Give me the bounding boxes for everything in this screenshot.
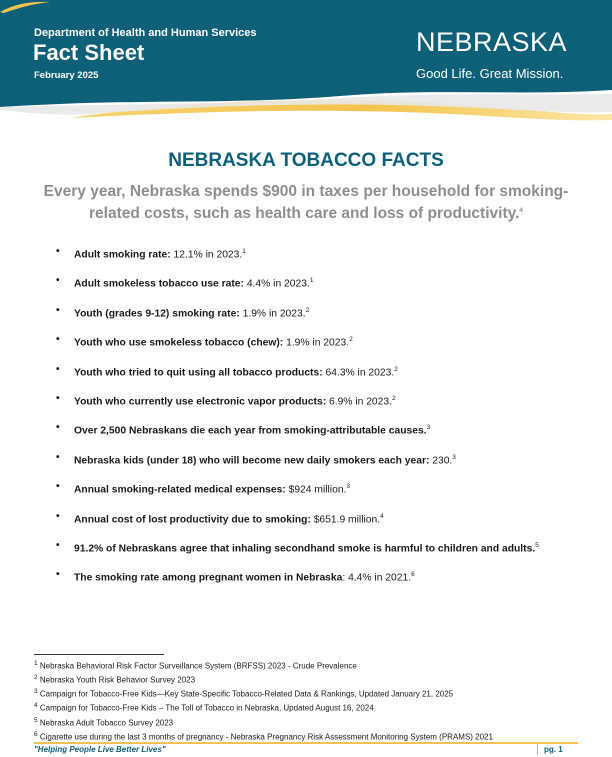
- bullet-icon: •: [56, 510, 60, 522]
- fact-ref: 2: [305, 306, 310, 314]
- footnote-number: 3: [34, 688, 38, 696]
- fact-label: 91.2% of Nebraskans agree that inhaling secondhand smoke is harmful to children and adults.: [74, 543, 536, 555]
- footnote-text: Campaign for Tobacco-Free Kids—Key State-Specific Tobacco-Related Data & Rankings, Updated January 21, 2025: [39, 689, 454, 699]
- facts-list: [56, 245, 586, 598]
- fact-item: [56, 539, 586, 568]
- bullet-icon: •: [56, 334, 60, 346]
- footnote: [34, 715, 493, 729]
- fact-item: [56, 304, 586, 333]
- fact-label: Adult smoking rate:: [74, 249, 171, 261]
- fact-value: 6.9% in 2023.: [326, 396, 392, 408]
- bullet-icon: •: [56, 363, 60, 375]
- document-type: Fact Sheet: [33, 40, 145, 65]
- fact-ref: 3: [452, 453, 456, 461]
- footnotes: [34, 658, 493, 743]
- logo-tagline: Good Life. Great Mission.: [416, 66, 564, 81]
- footnote-number: 5: [34, 716, 38, 724]
- fact-label: Youth who currently use electronic vapor products:: [74, 396, 327, 408]
- bullet-icon: •: [56, 481, 60, 493]
- fact-value: 230.: [429, 455, 453, 467]
- bullet-icon: •: [56, 422, 60, 434]
- footnote-number: 6: [34, 730, 38, 738]
- fact-label: Youth who tried to quit using all tobacco products:: [74, 366, 323, 378]
- fact-ref: 5: [535, 541, 539, 549]
- footnote-number: 4: [34, 702, 38, 710]
- fact-label: Adult smokeless tobacco use rate:: [74, 278, 244, 290]
- fact-item: [56, 245, 586, 274]
- fact-value: 64.3% in 2023.: [322, 366, 395, 378]
- fact-item: [56, 363, 586, 392]
- fact-label: Nebraska kids (under 18) who will become new daily smokers each year:: [74, 455, 430, 467]
- footnote-number: 2: [34, 674, 38, 682]
- page-number: pg. 1: [544, 745, 563, 754]
- bullet-icon: •: [56, 569, 60, 581]
- bullet-icon: •: [56, 539, 60, 551]
- page-title: NEBRASKA TOBACCO FACTS: [168, 150, 444, 171]
- footnote-text: Nebraska Adult Tobacco Survey 2023: [39, 718, 174, 728]
- fact-value: $924 million.: [285, 484, 347, 496]
- fact-value: 1.9% in 2023.: [239, 308, 306, 320]
- bullet-icon: •: [56, 304, 60, 316]
- fact-ref: 4: [380, 512, 384, 520]
- fact-ref: 1: [309, 277, 314, 285]
- footnote-divider: [34, 654, 164, 655]
- fact-value: $651.9 million.: [310, 513, 381, 525]
- bullet-icon: •: [56, 392, 60, 404]
- footnote: [34, 672, 493, 686]
- fact-label: Over 2,500 Nebraskans die each year from smoking-attributable causes.: [74, 425, 427, 437]
- footnote: [34, 658, 493, 672]
- subtitle-ref: 4: [519, 207, 524, 214]
- page-number-separator: [537, 744, 538, 755]
- department-name: Department of Health and Human Services: [34, 27, 257, 39]
- fact-value: : 4.4% in 2021.: [342, 572, 412, 584]
- header-banner: [0, 0, 612, 140]
- fact-ref: 2: [349, 336, 353, 344]
- fact-ref: 3: [426, 424, 431, 432]
- nebraska-logo-wordmark: NEBRASKA: [416, 27, 568, 57]
- fact-item: [56, 333, 586, 362]
- fact-ref: 3: [346, 483, 351, 491]
- fact-value: 12.1% in 2023.: [170, 249, 243, 261]
- bullet-icon: •: [56, 275, 60, 287]
- fact-item: [56, 480, 586, 509]
- fact-value: 4.4% in 2023.: [243, 278, 310, 290]
- fact-item: [56, 274, 586, 303]
- subtitle-text: Every year, Nebraska spends $900 in taxes per household for smoking-related costs, such as health care and loss of productivity.: [43, 183, 569, 223]
- footer-divider: [34, 742, 578, 744]
- footnote-text: Cigarette use during the last 3 months of pregnancy - Nebraska Pregnancy Risk Assessment Monitoring System (PRAMS) 2021: [39, 732, 493, 742]
- fact-value: 1.9% in 2023.: [283, 337, 350, 349]
- fact-ref: 6: [411, 571, 415, 579]
- footnote: [34, 686, 493, 700]
- fact-item: [56, 421, 586, 450]
- footnote-number: 1: [34, 660, 38, 667]
- footnote-text: Nebraska Youth Risk Behavior Survey 2023: [39, 675, 196, 685]
- footer-slogan: "Helping People Live Better Lives": [34, 745, 166, 754]
- fact-label: Youth (grades 9-12) smoking rate:: [74, 308, 240, 320]
- footnote: [34, 700, 493, 714]
- fact-item: [56, 392, 586, 421]
- subtitle: [30, 182, 582, 223]
- fact-ref: 1: [242, 248, 246, 255]
- fact-label: The smoking rate among pregnant women in Nebraska: [74, 572, 343, 584]
- publication-date: February 2025: [34, 70, 99, 81]
- footnote-text: Nebraska Behavioral Risk Factor Surveillance System (BRFSS) 2023 - Crude Prevalence: [39, 661, 357, 671]
- fact-label: Youth who use smokeless tobacco (chew):: [74, 337, 284, 349]
- bullet-icon: •: [56, 246, 60, 257]
- footnote-text: Campaign for Tobacco-Free Kids – The Toll of Tobacco in Nebraska, Updated August 16, 2024: [39, 704, 374, 714]
- fact-label: Annual cost of lost productivity due to smoking:: [74, 513, 311, 525]
- bullet-icon: •: [56, 451, 60, 463]
- logo-swoosh-icon: [0, 0, 50, 14]
- fact-ref: 2: [391, 394, 396, 402]
- fact-item: [56, 510, 586, 539]
- fact-item: [56, 568, 586, 597]
- fact-label: Annual smoking-related medical expenses:: [74, 484, 286, 496]
- fact-ref: 2: [394, 365, 398, 373]
- footnote: [34, 729, 493, 743]
- fact-item: [56, 451, 586, 480]
